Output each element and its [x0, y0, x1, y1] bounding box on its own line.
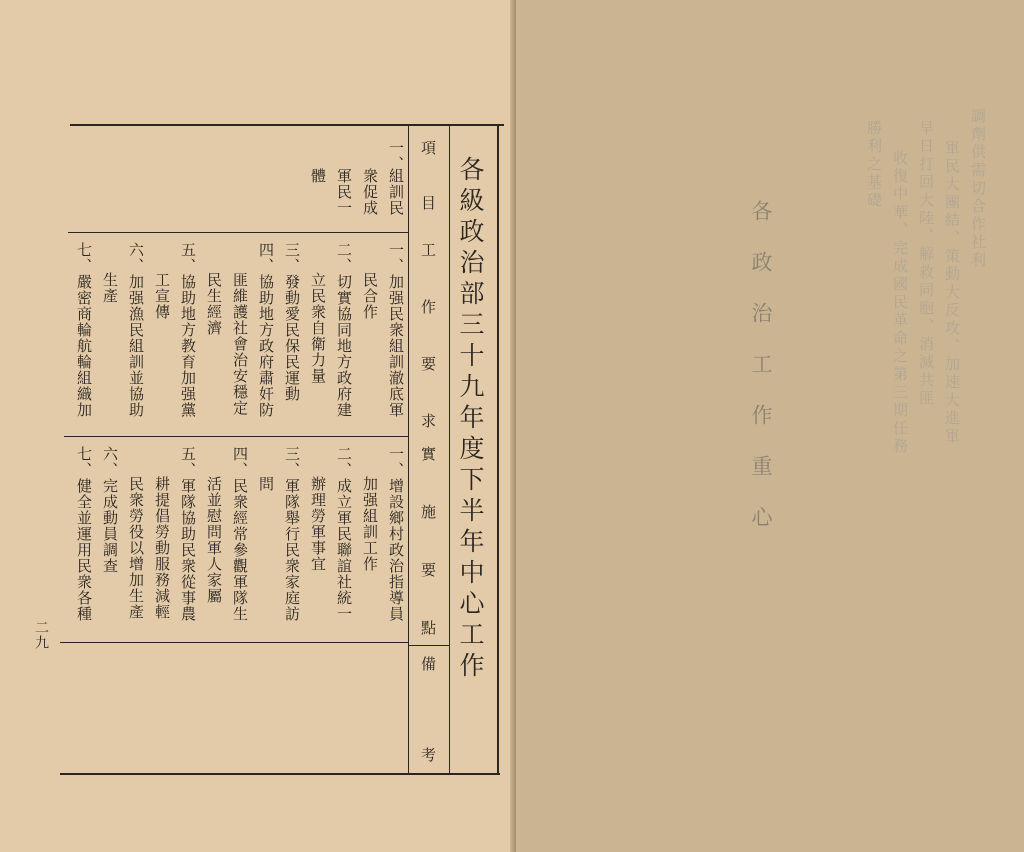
row-rule-2	[64, 436, 408, 437]
bleed-through-line-5: 勝利之基礎	[865, 120, 883, 210]
bleed-through-stamp: 各政治工作重心	[749, 200, 773, 557]
document-title: 各級政治部三十九年度下半年中心工作	[456, 156, 485, 683]
item-1-text-b: 衆促成	[361, 168, 379, 216]
requirement-4-cont: 匪維護社會治安穩定	[231, 272, 249, 416]
item-1-text-a: 組訓民	[387, 168, 405, 216]
page-number: 二九	[33, 620, 49, 650]
implementation-3-cont: 問	[257, 476, 275, 492]
bleed-through-line-1: 調劑供需切合作社利	[969, 108, 987, 270]
item-1-text-d: 體	[309, 168, 327, 184]
implementation-5: 五、軍隊協助民衆從事農	[179, 446, 197, 622]
bleed-through-line-4: 收復中華、完成國民革命之第三期任務	[891, 150, 909, 456]
table-right-rule	[497, 124, 499, 775]
implementation-6: 六、完成動員調查	[101, 446, 119, 574]
requirement-6: 六、加强漁民組訓並協助	[127, 242, 145, 418]
requirement-1: 一、加强民衆組訓澈底軍	[387, 242, 405, 418]
header-item: 項目	[419, 140, 437, 250]
requirement-4-cont2: 民生經濟	[205, 272, 223, 336]
item-1: 一、	[387, 140, 405, 172]
right-page	[516, 0, 1024, 852]
implementation-7: 七、健全並運用民衆各種	[75, 446, 93, 622]
row-rule-1	[68, 232, 408, 233]
header-remarks: 備考	[419, 656, 437, 838]
item-1-text-c: 軍民一	[335, 168, 353, 216]
requirement-5: 五、協助地方教育加强黨	[179, 242, 197, 418]
implementation-4-cont: 活並慰問軍人家屬	[205, 476, 223, 604]
requirement-1-cont: 民合作	[361, 272, 379, 320]
table-top-rule	[70, 124, 504, 126]
implementation-2: 二、成立軍民聯誼社統一	[335, 446, 353, 622]
implementation-3: 三、軍隊舉行民衆家庭訪	[283, 446, 301, 622]
implementation-2-cont: 辦理勞軍事宜	[309, 476, 327, 572]
header-column-rule	[408, 126, 409, 774]
requirement-2: 二、切實協同地方政府建	[335, 242, 353, 418]
requirement-6-cont: 生產	[101, 272, 119, 304]
implementation-5-cont2: 民衆勞役以增加生產	[127, 476, 145, 620]
requirement-4: 四、協助地方政府肅奸防	[257, 242, 275, 418]
requirement-3: 三、發動愛民保民運動	[283, 242, 301, 402]
header-implementation: 實施要點	[419, 446, 437, 678]
bleed-through-line-3: 早日打回大陸、解救同胞、消滅共匪	[917, 120, 935, 408]
bleed-through-line-2: 軍民大團結、策動大反攻、加速大進軍	[943, 140, 961, 446]
row-rule-3	[60, 642, 408, 643]
requirement-7: 七、嚴密商輪航輪組織加	[75, 242, 93, 418]
header-requirements: 工作要求	[419, 242, 437, 470]
requirement-2-cont: 立民衆自衛力量	[309, 272, 327, 384]
implementation-1: 一、增設鄉村政治指導員	[387, 446, 405, 622]
requirement-5-cont: 工宣傳	[153, 272, 171, 320]
title-column-rule	[449, 126, 450, 774]
implementation-4: 四、民衆經常參觀軍隊生	[231, 446, 249, 622]
implementation-5-cont: 耕提倡勞動服務減輕	[153, 476, 171, 620]
implementation-1-cont: 加强組訓工作	[361, 476, 379, 572]
